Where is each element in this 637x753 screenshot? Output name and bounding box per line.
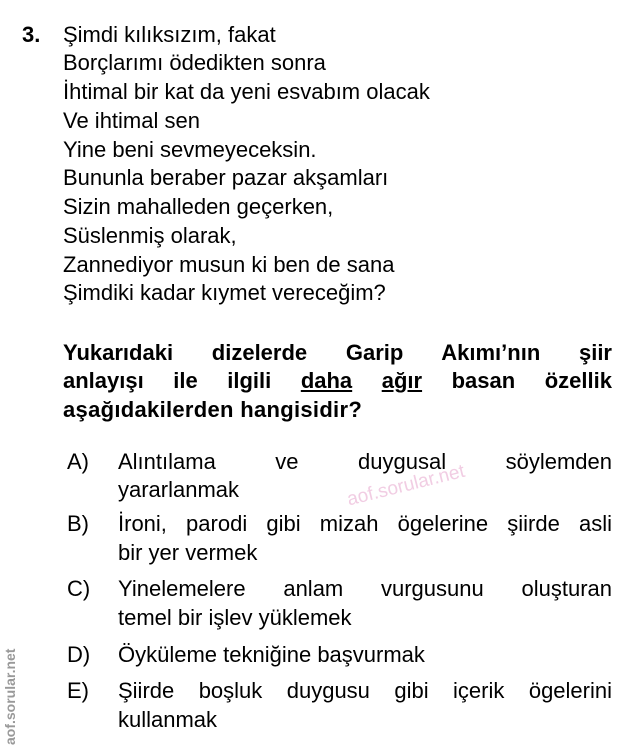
poem-line: Yine beni sevmeyeceksin.: [63, 137, 317, 162]
option-text: yararlanmak: [118, 477, 240, 502]
stem-text: anlayışı ile ilgili: [63, 368, 301, 393]
option-text: bir yer vermek: [118, 540, 258, 565]
poem-line: Süslenmiş olarak,: [63, 223, 237, 248]
option-text: İroni, parodi gibi mizah ögelerine şiirde asli: [118, 511, 612, 536]
stem-line: aşağıdakilerden hangisidir?: [63, 397, 363, 422]
watermark-side: aof.sorular.net: [2, 648, 18, 745]
option-text: temel bir işlev yüklemek: [118, 605, 352, 630]
poem-line: Bununla beraber pazar akşamları: [63, 165, 389, 190]
option-letter: E): [67, 678, 89, 703]
poem-line: Ve ihtimal sen: [63, 108, 200, 133]
poem-line: Borçlarımı ödedikten sonra: [63, 50, 326, 75]
stem-text: [352, 368, 382, 393]
watermark-diagonal: aof.sorular.net: [345, 460, 467, 511]
poem-line: Şimdi kılıksızım, fakat: [63, 22, 276, 47]
stem-text: basan özellik: [422, 368, 612, 393]
question-number: 3.: [22, 22, 41, 47]
poem-line: İhtimal bir kat da yeni esvabım olacak: [63, 79, 430, 104]
stem-line: Yukarıdaki dizelerde Garip Akımı’nın şiir: [63, 340, 612, 365]
option-letter: B): [67, 511, 89, 536]
option-letter: D): [67, 642, 91, 667]
option-text: Alıntılama ve duygusal söylemden: [118, 449, 612, 474]
option-text: Yinelemelere anlam vurgusunu oluşturan: [118, 576, 612, 601]
poem-line: Sizin mahalleden geçerken,: [63, 194, 334, 219]
option-letter: C): [67, 576, 91, 601]
stem-underlined: daha: [300, 368, 353, 393]
poem-line: Şimdiki kadar kıymet vereceğim?: [63, 280, 386, 305]
stem-underlined: ağır: [381, 368, 423, 393]
poem-line: Zannediyor musun ki ben de sana: [63, 252, 395, 277]
stem-line: [63, 367, 612, 395]
option-text: Öyküleme tekniğine başvurmak: [118, 642, 425, 667]
option-text: Şiirde boşluk duygusu gibi içerik ögelerini: [118, 678, 612, 703]
option-text: kullanmak: [118, 707, 218, 732]
option-letter: A): [67, 449, 89, 474]
